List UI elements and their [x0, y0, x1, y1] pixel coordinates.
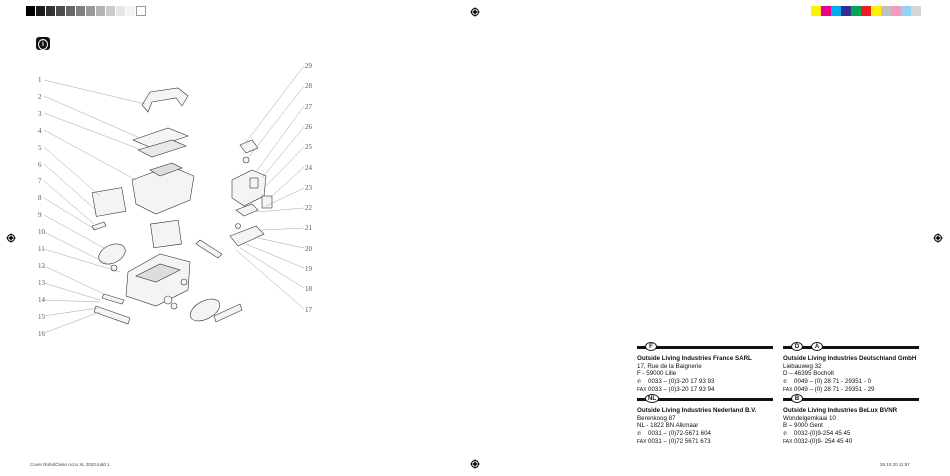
callout-number: 23 — [305, 183, 312, 192]
callout-number: 1 — [38, 76, 42, 84]
phone-icon: ✆ — [637, 430, 642, 437]
phone-number: 0033 – (0)3-20 17 93 93 — [648, 377, 715, 385]
callout-number: 24 — [305, 163, 312, 172]
address-line: Liebauweg 32 — [783, 362, 822, 370]
callout-number: 19 — [305, 265, 312, 273]
phone-icon: ✆ — [783, 378, 788, 385]
callout-number: 16 — [38, 329, 45, 338]
footer-timestamp: 26.10.20 11:57 — [880, 462, 910, 467]
callout-number: 6 — [38, 160, 42, 169]
phone-number: 0031 – (0)72-5671 604 — [648, 429, 711, 437]
callout-number: 3 — [38, 109, 42, 118]
fax-label: FAX — [783, 387, 793, 394]
company-name: Outside Living Industries Nederland B.V. — [637, 407, 757, 414]
callout-number: 2 — [38, 92, 42, 101]
callout-number: 20 — [305, 244, 312, 253]
fax-number: 0032-(0)9- 254 45 40 — [794, 438, 853, 446]
callout-number: 7 — [38, 177, 42, 186]
contact-germany-austria — [783, 342, 919, 395]
address-line: Wondelgemkaai 10 — [783, 414, 836, 422]
company-name: Outside Living Industries Deutschland GmbH — [783, 355, 917, 362]
address-line: F - 59000 Lille — [637, 370, 677, 378]
fax-number: 0031 – (0)72 5671 673 — [648, 438, 711, 446]
fax-number: 0033 – (0)3-20 17 93 94 — [648, 386, 715, 394]
phone-icon: ✆ — [783, 430, 788, 437]
callout-number: 21 — [305, 224, 312, 233]
footer-filename: Cover RobotClean Accu XL 2020.indd 1 — [30, 462, 110, 467]
callout-number: 14 — [38, 295, 45, 304]
fax-label: FAX — [783, 439, 793, 446]
phone-number: 0049 – (0) 28 71 - 29351 - 0 — [794, 377, 872, 385]
callout-number: 9 — [38, 211, 42, 220]
callout-number: 8 — [38, 194, 42, 203]
info-icon: i — [36, 37, 50, 50]
address-line: Berenkoog 87 — [637, 414, 676, 422]
country-badge: NL — [645, 394, 659, 403]
country-badge: F — [645, 342, 657, 351]
callout-number: 26 — [305, 122, 312, 131]
callout-number: 25 — [305, 143, 312, 152]
callout-number: 4 — [38, 126, 42, 135]
callout-number: 10 — [38, 228, 45, 237]
callout-number: 15 — [38, 312, 45, 321]
contact-belgium — [783, 394, 919, 447]
country-badge: D — [791, 342, 803, 351]
phone-icon: ✆ — [637, 378, 642, 385]
company-name: Outside Living Industries France SARL — [637, 355, 752, 362]
callout-number: 12 — [38, 261, 45, 270]
fax-label: FAX — [637, 439, 647, 446]
callout-number: 27 — [305, 102, 312, 111]
address-line: B – 9000 Gent — [783, 422, 823, 430]
contact-netherlands — [637, 394, 773, 447]
country-badge: A — [811, 342, 823, 351]
fax-label: FAX — [637, 387, 647, 394]
callout-number: 13 — [38, 278, 45, 287]
address-line: NL - 1822 BN Alkmaar — [637, 422, 699, 430]
contact-france — [637, 342, 773, 395]
callout-number: 22 — [305, 204, 312, 213]
callout-number: 11 — [38, 245, 45, 253]
callout-number: 28 — [305, 82, 312, 91]
company-name: Outside Living Industries BeLux BVNR — [783, 407, 898, 414]
country-badge: B — [791, 394, 803, 403]
callout-number: 5 — [38, 143, 42, 152]
phone-number: 0032-(0)9-254 45 45 — [794, 429, 851, 437]
address-line: D – 46395 Bocholt — [783, 370, 834, 378]
callout-number: 18 — [305, 285, 312, 294]
address-line: 17, Rue de la Baignerie — [637, 362, 702, 370]
fax-number: 0049 – (0) 28 71 - 29351 - 29 — [794, 386, 875, 394]
callout-number: 29 — [305, 62, 312, 70]
callout-number: 17 — [305, 305, 312, 314]
